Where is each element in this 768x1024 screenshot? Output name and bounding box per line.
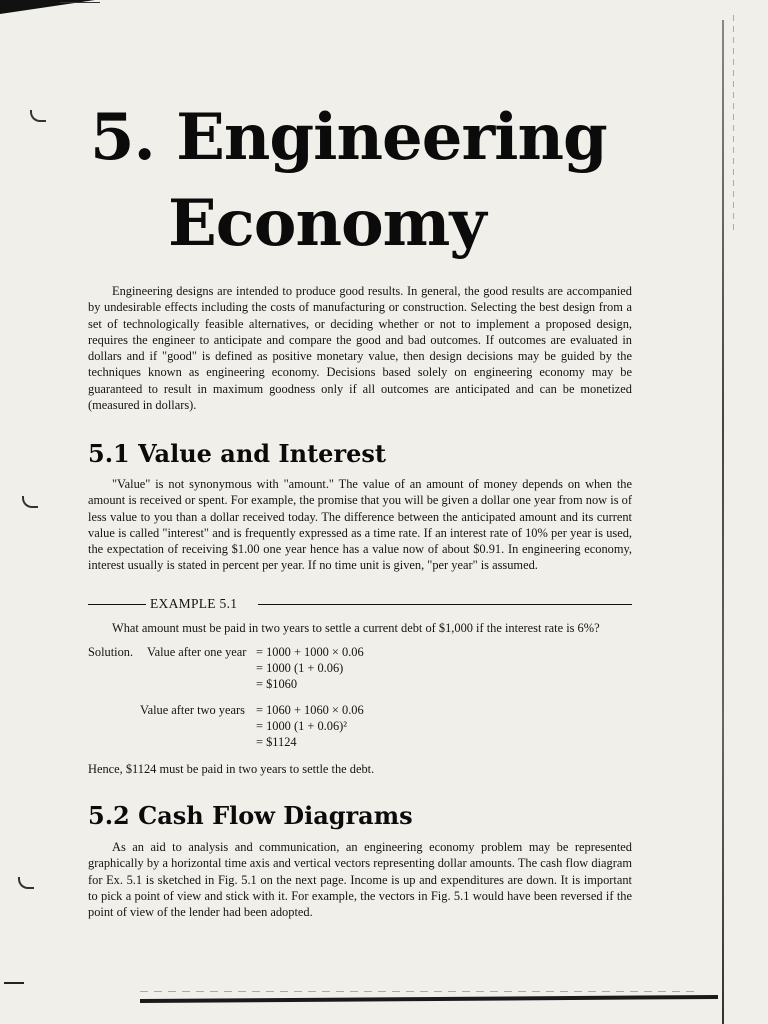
binding-tick-mark: [22, 496, 38, 508]
example-label: EXAMPLE 5.1: [150, 596, 238, 611]
example-rule-right: [258, 604, 632, 605]
chapter-title-line-2: Economy: [168, 186, 486, 261]
page-edge-dots: [733, 15, 734, 235]
example-conclusion: Hence, $1124 must be paid in two years to settle the debt.: [88, 762, 375, 776]
step-1-line: = 1000 + 1000 × 0.06: [256, 645, 364, 659]
footer-rule: [140, 995, 718, 1003]
step-2-line: = 1000 (1 + 0.06)²: [256, 719, 347, 733]
example-question: What amount must be paid in two years to settle a current debt of $1,000 if the interest rate is 6%?: [112, 621, 600, 635]
section-heading-5-1: 5.1 Value and Interest: [88, 439, 386, 468]
step-2-line: = $1124: [256, 735, 297, 749]
scan-mark: [4, 982, 24, 984]
section-heading-5-2: 5.2 Cash Flow Diagrams: [88, 801, 413, 830]
chapter-title-line-1: Engineering: [176, 100, 607, 175]
chapter-title: [90, 95, 607, 267]
section-5-2-paragraph: As an aid to analysis and communication, an engineering economy problem may be represented graphically by a horizontal time axis and vertical vectors representing dollar amounts. The cash flow diagram for Ex. 5.1 is sketched in Fig. 5.1 on the next page. Income is up and expenditures are down. It is important to pick a point of view and stick with it. For example, the vectors in Fig. 5.1 would have been reversed if the point of view of the lender had been adopted.: [88, 840, 632, 920]
section-5-1-paragraph: "Value" is not synonymous with "amount." The value of an amount of money depends on when the amount is received or spent. For example, the promise that you will be given a dollar one year from now is of less value to you than a dollar received today. The difference between the anticipated amount and its current value is called "interest" and is frequently expressed as a time rate. If an interest rate of 10% per year is used, the expectation of receiving $1.00 one year hence has a value now of about $0.91. In engineering economy, interest usually is stated in percent per year. If no time unit is given, "per year" is assumed.: [88, 477, 632, 573]
binding-tick-mark: [30, 110, 46, 122]
intro-paragraph: Engineering designs are intended to produce good results. In general, the good results are accompanied by undesirable effects including the costs of manufacturing or construction. Selecting the best design from a set of technologically feasible alternatives, or deciding whether or not to implement a proposed design, requires the engineer to anticipate and compare the good and bad outcomes. If outcomes are evaluated in dollars and if "good" is defined as positive monetary value, then design decisions may be guided by the techniques known as engineering economy. Decisions based solely on engineering economy may be guaranteed to result in maximum goodness only if all outcomes are anticipated and can be monetized (measured in dollars).: [88, 284, 632, 413]
step-2-label: Value after two years: [140, 703, 245, 717]
solution-label: Solution.: [88, 645, 134, 659]
page-edge-line: [722, 20, 724, 1024]
binding-tick-mark: [18, 877, 34, 889]
example-header: [88, 596, 632, 614]
footer-rule-faint: [140, 991, 700, 992]
step-1-label: Value after one year: [147, 645, 247, 659]
step-2-line: = 1060 + 1060 × 0.06: [256, 703, 364, 717]
chapter-number: 5.: [90, 100, 155, 175]
step-1-line: = 1000 (1 + 0.06): [256, 661, 344, 675]
scan-mark: [60, 2, 100, 3]
example-rule-left: [88, 604, 146, 605]
step-1-line: = $1060: [256, 677, 298, 691]
